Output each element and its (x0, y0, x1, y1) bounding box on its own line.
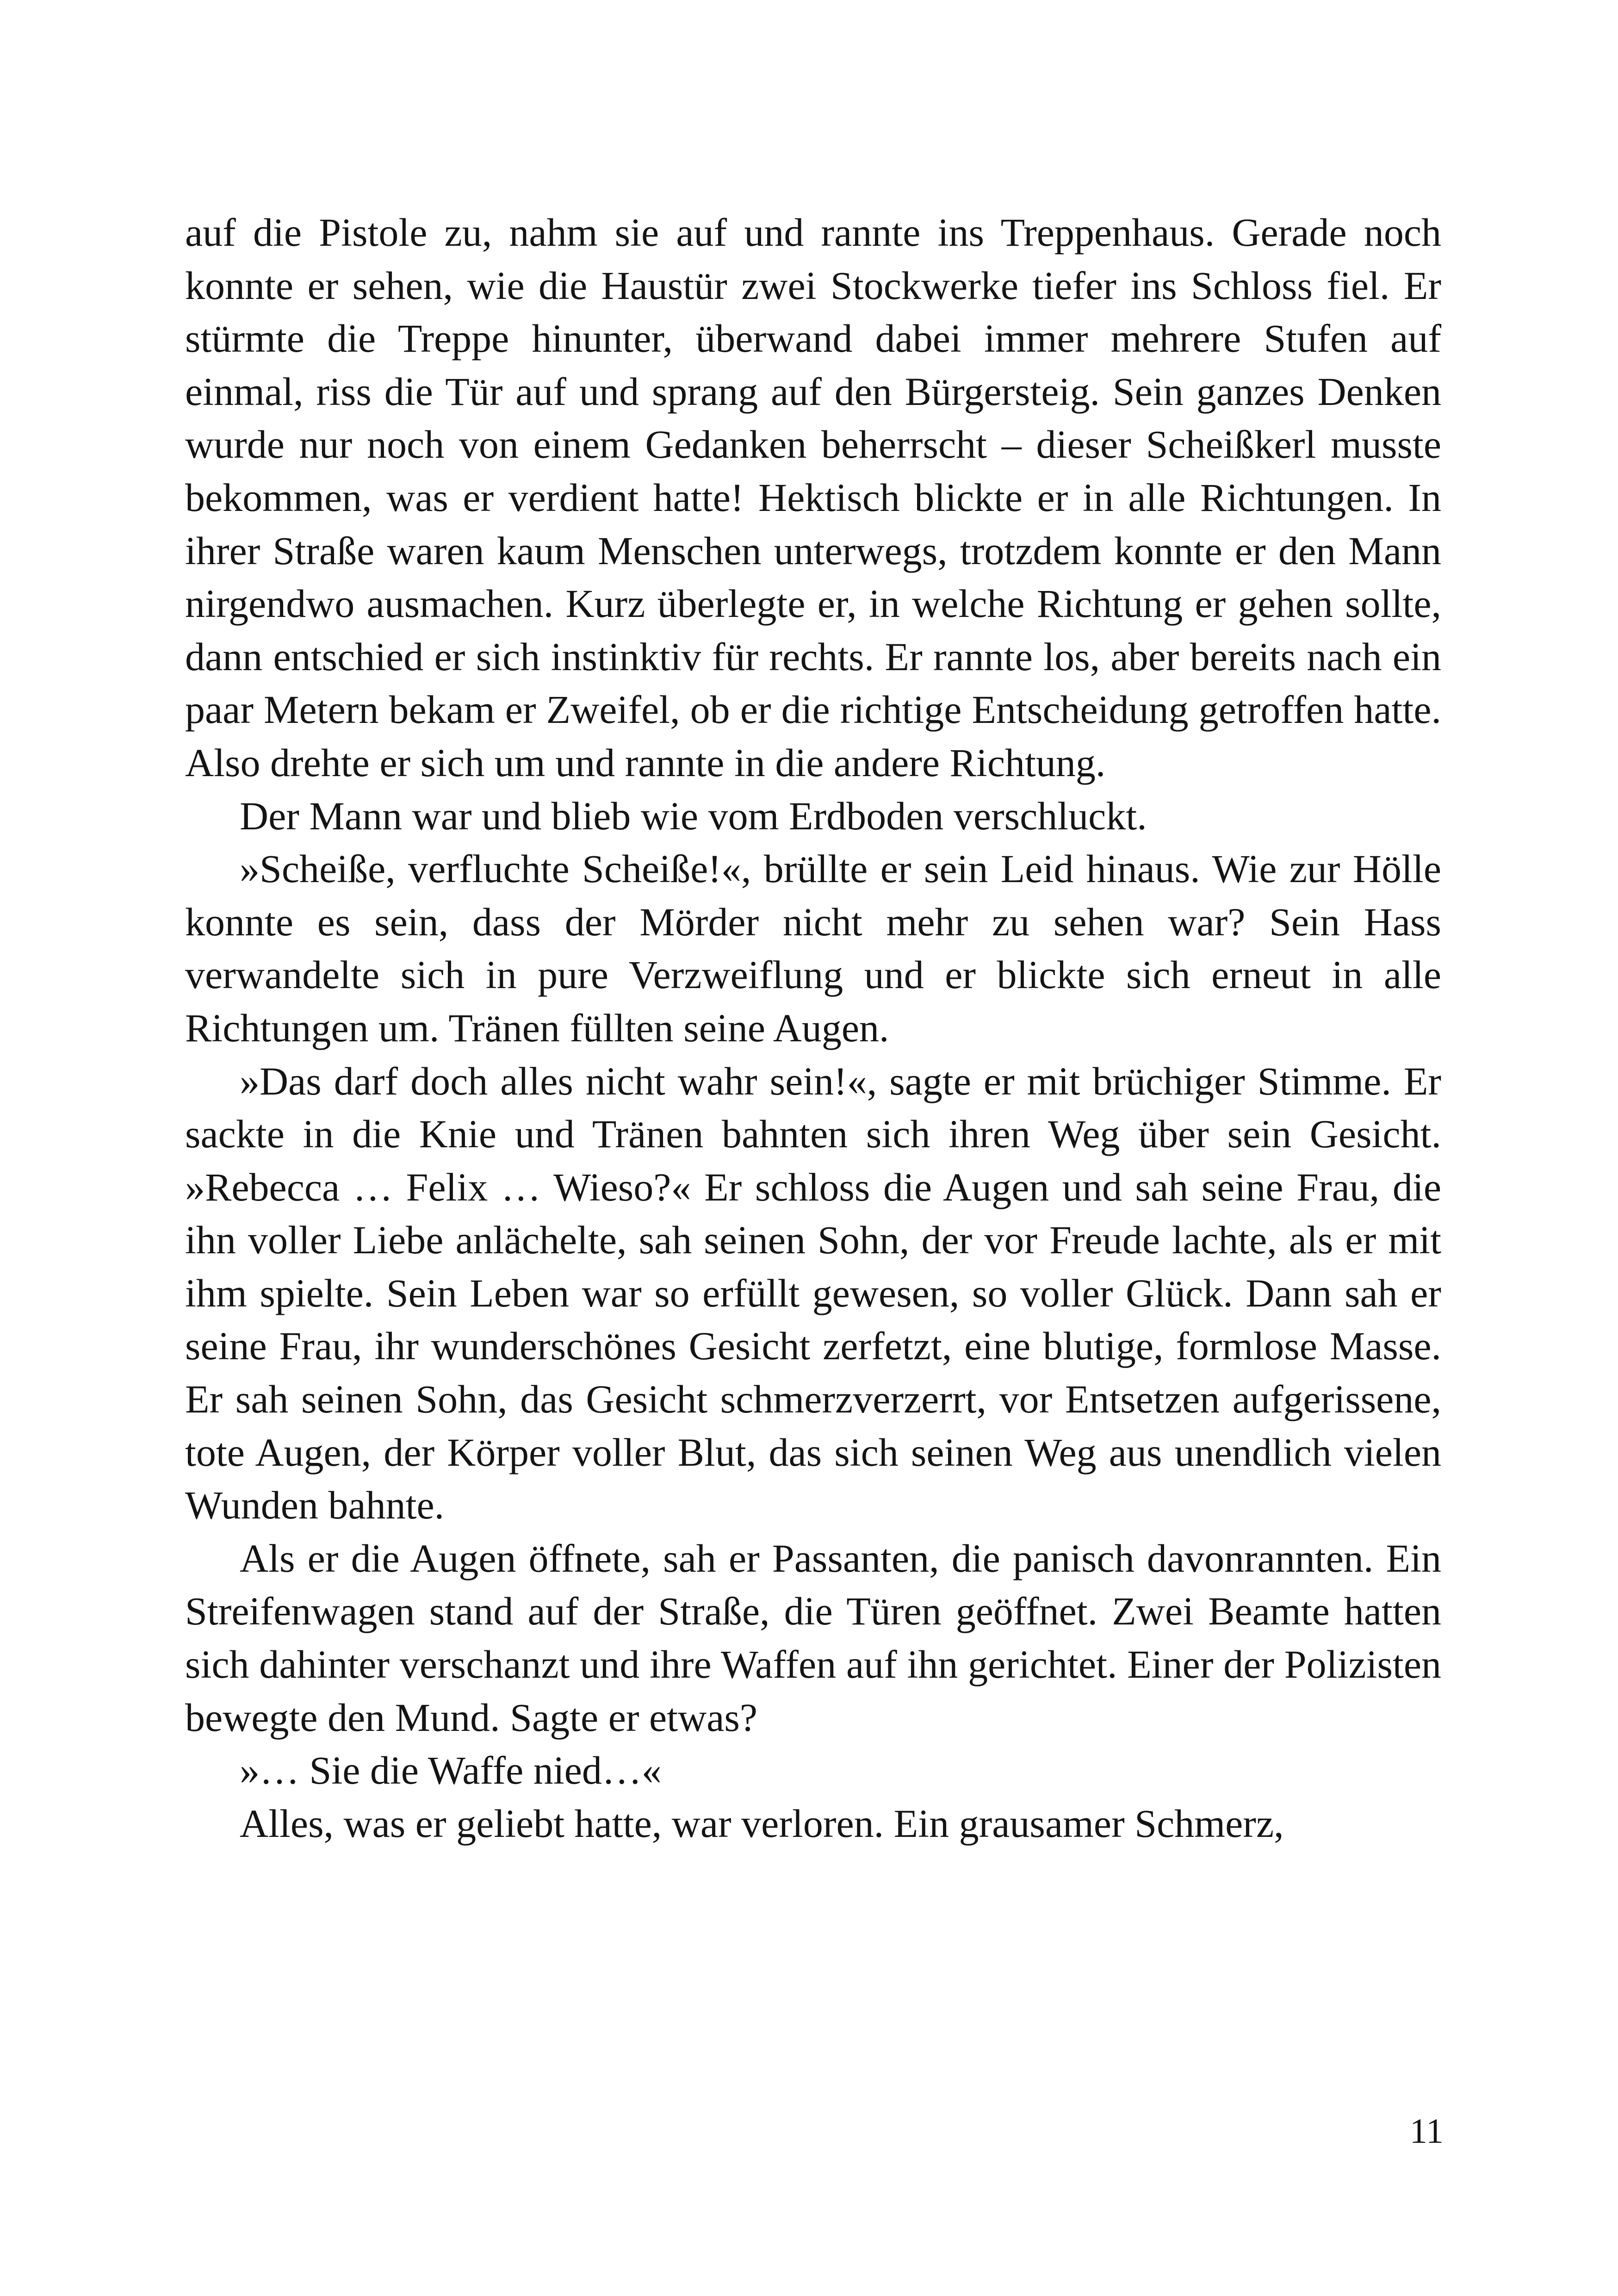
paragraph: auf die Pistole zu, nahm sie auf und rannte ins Treppenhaus. Gerade noch konnte er sehen, wie die Haustür zwei Stockwerke tiefer ins Schloss fiel. Er stürmte die Treppe hinunter, überwand dabei immer mehrere Stufen auf einmal, riss die Tür auf und sprang auf den Bürgersteig. Sein ganzes Denken wurde nur noch von einem Gedanken beherrscht – dieser Scheißkerl musste bekommen, was er verdient hatte! Hektisch blickte er in alle Richtungen. In ihrer Straße waren kaum Menschen unterwegs, trotzdem konnte er den Mann nirgendwo ausmachen. Kurz überlegte er, in welche Richtung er gehen sollte, dann entschied er sich instinktiv für rechts. Er rannte los, aber bereits nach ein paar Metern bekam er Zweifel, ob er die richtige Entscheidung getroffen hatte. Also drehte er sich um und rannte in die andere Richtung. (185, 210, 1441, 785)
body-text (185, 206, 1441, 1850)
paragraph: Als er die Augen öffnete, sah er Passanten, die panisch davonrannten. Ein Streifenwagen stand auf der Straße, die Türen geöffnet. Zwei Beamte hatten sich dahinter verschanzt und ihre Waffen auf ihn gerichtet. Einer der Polizisten bewegte den Mund. Sagte er etwas? (185, 1536, 1441, 1740)
paragraph: »Das darf doch alles nicht wahr sein!«, sagte er mit brüchiger Stimme. Er sackte in die Knie und Tränen bahnten sich ihren Weg über sein Gesicht. »Rebecca … Felix … Wieso?« Er schloss die Augen und sah seine Frau, die ihn voller Liebe anlächelte, sah seinen Sohn, der vor Freude lachte, als er mit ihm spielte. Sein Leben war so erfüllt gewesen, so voller Glück. Dann sah er seine Frau, ihr wunderschönes Gesicht zerfetzt, eine blutige, formlose Masse. Er sah seinen Sohn, das Gesicht schmerzverzerrt, vor Entsetzen aufgerissene, tote Augen, der Körper voller Blut, das sich seinen Weg aus unendlich vielen Wunden bahnte. (185, 1058, 1441, 1528)
paragraph: »Scheiße, verfluchte Scheiße!«, brüllte er sein Leid hinaus. Wie zur Hölle konnte es sein, dass der Mörder nicht mehr zu sehen war? Sein Hass verwandelte sich in pure Verzweiflung und er blickte sich erneut in alle Richtungen um. Tränen füllten seine Augen. (185, 846, 1441, 1050)
paragraph: Der Mann war und blieb wie vom Erdboden verschluckt. (240, 793, 1147, 838)
paragraph: Alles, was er geliebt hatte, war verloren. Ein grausamer Schmerz, (240, 1801, 1284, 1846)
paragraph: »… Sie die Waffe nied…« (240, 1748, 662, 1793)
page-number: 11 (1409, 2112, 1444, 2151)
